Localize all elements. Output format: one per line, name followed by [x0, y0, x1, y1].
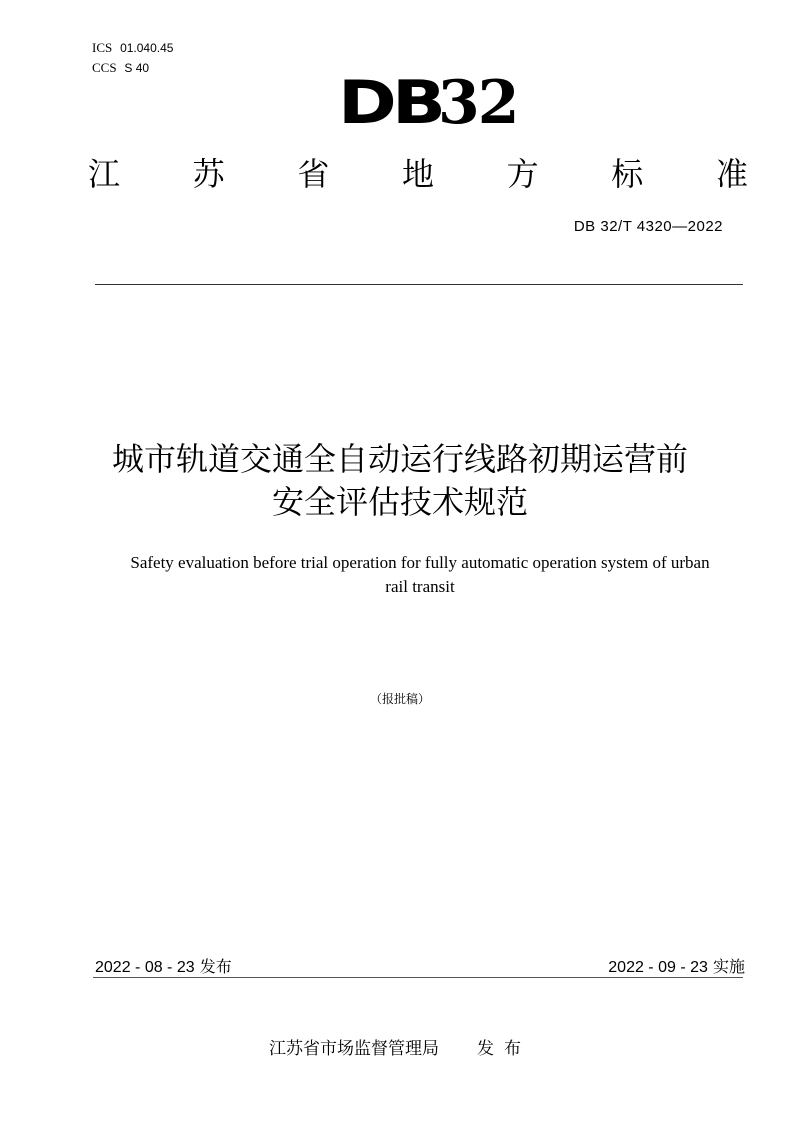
heading-char: 准 [715, 155, 748, 193]
chinese-title [60, 438, 740, 524]
heading-char: 苏 [192, 155, 225, 193]
ics-code [92, 38, 173, 58]
heading-char: 省 [297, 155, 330, 193]
bottom-divider [93, 977, 743, 978]
heading-char: 江 [88, 155, 121, 193]
logo-letters: DB [338, 68, 442, 138]
draft-status: （报批稿） [369, 692, 430, 706]
issue-action: 发布 [477, 1039, 531, 1059]
effective-date: 2022 - 09 - 23 [608, 959, 708, 976]
english-title [80, 551, 760, 599]
heading-char: 标 [611, 155, 644, 193]
issuer-name: 江苏省市场监督管理局 [269, 1039, 439, 1059]
standard-number: DB 32/T 4320—2022 [573, 218, 723, 235]
ccs-label: CCS [92, 60, 117, 75]
heading-char: 方 [506, 155, 539, 193]
logo-number: 32 [438, 68, 518, 138]
ics-value: 01.040.45 [120, 41, 174, 55]
ics-label: ICS [92, 40, 113, 55]
classification-codes [92, 38, 173, 78]
release-date: 2022 - 08 - 23 [95, 959, 195, 976]
english-title-line-1: Safety evaluation before trial operation for fully automatic operation system of urban [130, 553, 710, 572]
issuer-line [0, 1034, 800, 1059]
english-title-line-2: rail transit [385, 577, 455, 596]
effective-date-block [608, 954, 745, 977]
release-label: 发布 [199, 957, 232, 976]
top-divider [95, 284, 743, 285]
chinese-title-line-2: 安全评估技术规范 [271, 483, 528, 521]
dates-row [95, 954, 745, 977]
chinese-title-line-1: 城市轨道交通全自动运行线路初期运营前 [111, 440, 688, 478]
heading-char: 地 [401, 155, 434, 193]
release-date-block [95, 954, 232, 977]
effective-label: 实施 [712, 957, 745, 976]
standard-type-heading [88, 152, 748, 196]
ccs-value: S 40 [124, 61, 150, 75]
db32-logo [338, 68, 518, 138]
ccs-code [92, 58, 173, 78]
